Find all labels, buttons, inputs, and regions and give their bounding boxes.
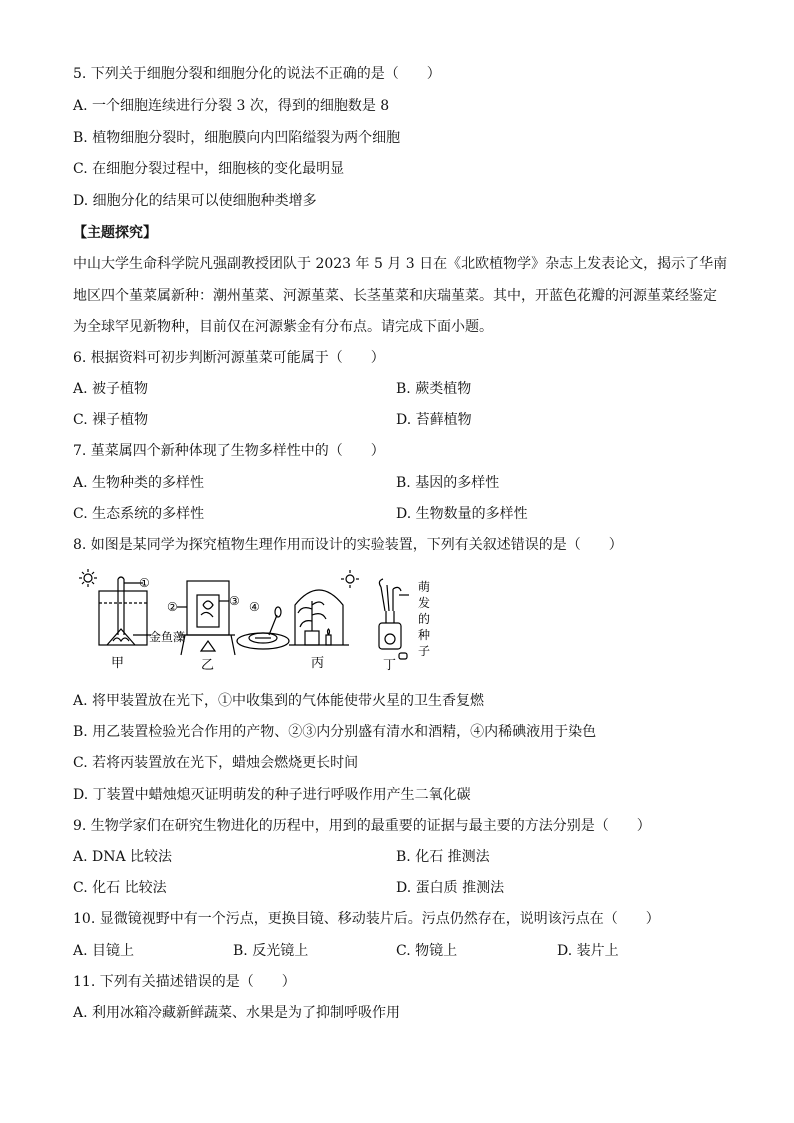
seed-label-char: 发	[418, 596, 431, 610]
q5-stem: 5. 下列关于细胞分裂和细胞分化的说法不正确的是（ ）	[73, 66, 441, 82]
q9-option-d: D. 蛋白质 推测法	[396, 880, 505, 896]
q7-option-d: D. 生物数量的多样性	[396, 506, 528, 522]
q10-option-a: A. 目镜上	[73, 943, 135, 959]
q8-stem: 8. 如图是某同学为探究植物生理作用而设计的实验装置，下列有关叙述错误的是（ ）	[73, 537, 623, 553]
q8-option-c: C. 若将丙装置放在光下，蜡烛会燃烧更长时间	[73, 755, 359, 771]
q6-option-c: C. 裸子植物	[73, 412, 149, 428]
label-bing: 丙	[311, 656, 325, 671]
seed-label-char: 的	[418, 612, 431, 626]
theme-paragraph-line2: 地区四个堇菜属新种：潮州堇菜、河源堇菜、长茎堇菜和庆瑞堇菜。其中，开蓝色花瓣的河源堇菜经鉴定	[73, 288, 717, 304]
q9-option-a: A. DNA 比较法	[73, 849, 173, 865]
apparatus-ding	[379, 579, 409, 659]
q8-option-d: D. 丁装置中蜡烛熄灭证明萌发的种子进行呼吸作用产生二氧化碳	[73, 787, 471, 803]
seed-label-char: 种	[418, 628, 431, 642]
theme-paragraph-line3: 为全球罕见新物种，目前仅在河源紫金有分布点。请完成下面小题。	[73, 319, 493, 335]
q8-option-b: B. 用乙装置检验光合作用的产物、②③内分别盛有清水和酒精，④内稀碘液用于染色	[73, 724, 597, 740]
label-circled-4: ④	[249, 600, 260, 614]
q5-option-b: B. 植物细胞分裂时，细胞膜向内凹陷缢裂为两个细胞	[73, 130, 401, 146]
seed-label-char: 子	[418, 644, 431, 658]
q7-option-b: B. 基因的多样性	[396, 475, 500, 491]
experiment-diagram	[73, 565, 453, 680]
q7-stem: 7. 堇菜属四个新种体现了生物多样性中的（ ）	[73, 443, 385, 459]
q6-option-d: D. 苔藓植物	[396, 412, 472, 428]
q11-stem: 11. 下列有关描述错误的是（ ）	[73, 974, 296, 990]
apparatus-yi	[177, 581, 235, 655]
label-goldfish-weed: 金鱼藻	[149, 630, 186, 644]
q6-stem: 6. 根据资料可初步判断河源堇菜可能属于（ ）	[73, 350, 385, 366]
q6-option-b: B. 蕨类植物	[396, 381, 472, 397]
sun-icon	[341, 570, 359, 588]
experiment-figure	[73, 565, 453, 680]
q7-option-c: C. 生态系统的多样性	[73, 506, 205, 522]
label-circled-3: ③	[229, 594, 240, 608]
theme-paragraph-line1: 中山大学生命科学院凡强副教授团队于 2023 年 5 月 3 日在《北欧植物学》杂志上发表论文，揭示了华南	[73, 256, 728, 272]
seed-label-char: 萌	[418, 580, 431, 594]
q7-option-a: A. 生物种类的多样性	[73, 475, 205, 491]
q11-option-a: A. 利用冰箱冷藏新鲜蔬菜、水果是为了抑制呼吸作用	[73, 1005, 401, 1021]
q10-option-c: C. 物镜上	[396, 943, 458, 959]
sun-icon	[79, 569, 97, 587]
q6-option-a: A. 被子植物	[73, 381, 149, 397]
label-ding: 丁	[383, 658, 397, 673]
label-circled-1: ①	[139, 576, 150, 590]
label-circled-2: ②	[167, 600, 178, 614]
theme-heading: 【主题探究】	[73, 225, 157, 241]
q8-option-a: A. 将甲装置放在光下，①中收集到的气体能使带火星的卫生香复燃	[73, 693, 485, 709]
q9-stem: 9. 生物学家们在研究生物进化的历程中，用到的最重要的证据与最主要的方法分别是（ ）	[73, 818, 651, 834]
label-yi: 乙	[201, 658, 215, 673]
apparatus-dish	[237, 607, 289, 649]
q10-option-b: B. 反光镜上	[233, 943, 309, 959]
apparatus-bing	[289, 590, 349, 645]
q9-option-b: B. 化石 推测法	[396, 849, 490, 865]
label-jia: 甲	[111, 656, 125, 671]
q5-option-d: D. 细胞分化的结果可以使细胞种类增多	[73, 193, 317, 209]
q10-stem: 10. 显微镜视野中有一个污点，更换目镜、移动装片后。污点仍然存在，说明该污点在（ ）	[73, 911, 660, 927]
q5-option-c: C. 在细胞分裂过程中，细胞核的变化最明显	[73, 161, 345, 177]
q5-option-a: A. 一个细胞连续进行分裂 3 次，得到的细胞数是 8	[73, 98, 390, 114]
q10-option-d: D. 装片上	[557, 943, 619, 959]
q9-option-c: C. 化石 比较法	[73, 880, 167, 896]
